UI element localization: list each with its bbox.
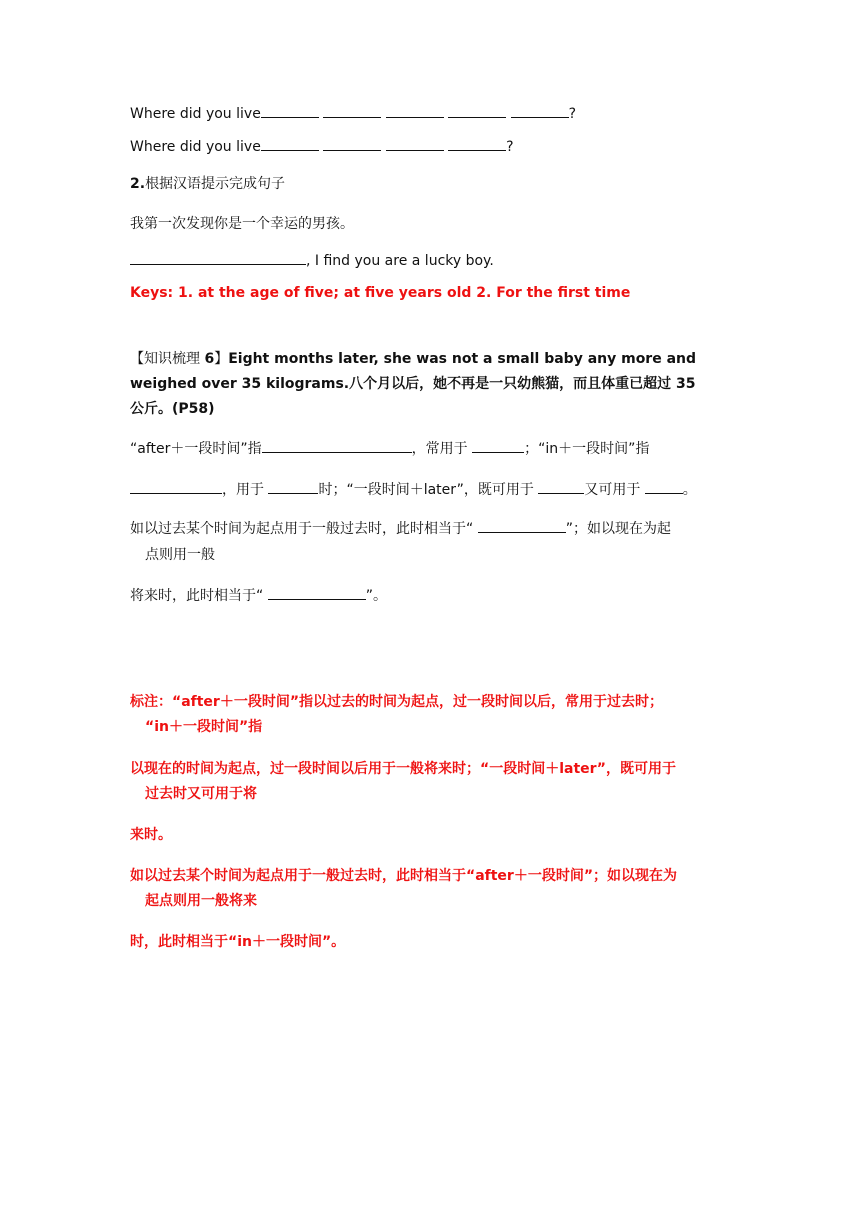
knowledge-number: 6 <box>204 351 215 367</box>
note-line-8: 时，此时相当于“in＋一段时间”。 <box>130 934 346 950</box>
note-line-3: 以现在的时间为起点，过一段时间以后用于一般将来时；“一段时间＋later”，既可用于 <box>130 761 676 777</box>
chinese-sentence: 我第一次发现你是一个幸运的男孩。 <box>130 216 354 232</box>
blank[interactable] <box>645 481 683 494</box>
question-mark: ? <box>506 139 514 155</box>
exercise-line-1-text: Where did you live <box>130 106 261 122</box>
blank[interactable] <box>448 138 506 151</box>
blank[interactable] <box>268 481 318 494</box>
question-mark: ? <box>568 106 577 122</box>
blank[interactable] <box>448 105 506 118</box>
blank[interactable] <box>323 105 381 118</box>
note-line-4: 过去时又可用于将 <box>145 786 257 802</box>
fill-line-1 <box>130 439 649 459</box>
blank[interactable] <box>261 105 319 118</box>
blank[interactable] <box>386 105 444 118</box>
note-line-6: 如以过去某个时间为起点用于一般过去时，此时相当于“after＋一段时间”；如以现在为 <box>130 868 678 884</box>
blank[interactable] <box>538 481 584 494</box>
answer-line <box>130 251 494 271</box>
knowledge-title-line-3: 公斤。(P58) <box>130 401 215 417</box>
fill-text: ”；如以现在为起 <box>565 521 671 537</box>
fill-text: 时；“一段时间＋later”，既可用于 <box>318 482 534 498</box>
blank[interactable] <box>323 138 381 151</box>
blank[interactable] <box>261 138 319 151</box>
bracket-open: 【知识梳理 <box>130 351 205 367</box>
fill-text: 如以过去某个时间为起点用于一般过去时，此时相当于“ <box>130 521 474 537</box>
fill-line-3 <box>130 519 671 539</box>
fill-text: ，常用于 <box>411 441 468 457</box>
blank[interactable] <box>472 440 524 453</box>
exercise-line-2 <box>130 137 514 157</box>
note-line-1: 标注：“after＋一段时间”指以过去的时间为起点，过一段时间以后，常用于过去时； <box>130 694 664 710</box>
blank[interactable] <box>268 587 366 600</box>
blank[interactable] <box>511 105 569 118</box>
fill-line-4: 点则用一般 <box>145 547 215 563</box>
blank[interactable] <box>262 440 412 453</box>
fill-line-2 <box>130 480 697 500</box>
knowledge-title-line-2: weighed over 35 kilograms.八个月以后，她不再是一只幼熊猫，而且体重已超过 35 <box>130 376 696 392</box>
fill-text: 将来时，此时相当于“ <box>130 588 264 604</box>
note-line-5: 来时。 <box>130 827 172 843</box>
fill-text: ；“in＋一段时间”指 <box>524 441 650 457</box>
blank[interactable] <box>130 252 306 265</box>
fill-line-5 <box>130 586 387 606</box>
fill-text: 。 <box>682 482 697 498</box>
blank[interactable] <box>386 138 444 151</box>
fill-text: “after＋一段时间”指 <box>130 441 262 457</box>
note-line-7: 起点则用一般将来 <box>145 893 257 909</box>
exercise-line-2-text: Where did you live <box>130 139 261 155</box>
knowledge-title-line-1 <box>130 349 696 369</box>
keys-line: Keys: 1. at the age of five; at five years old 2. For the first time <box>130 285 631 301</box>
exercise-line-1 <box>130 104 576 124</box>
answer-line-text: , I find you are a lucky boy. <box>306 253 494 269</box>
heading-number: 2. <box>130 176 146 192</box>
bracket-close: 】 <box>214 351 229 367</box>
heading-text: 根据汉语提示完成句子 <box>145 176 286 192</box>
fill-text: 又可用于 <box>584 482 641 498</box>
exercise-2-heading <box>130 174 285 194</box>
fill-text: ”。 <box>365 588 387 604</box>
fill-text: ，用于 <box>222 482 264 498</box>
knowledge-text: Eight months later, she was not a small baby any more and <box>228 351 697 367</box>
blank[interactable] <box>130 481 222 494</box>
note-line-2: “in＋一段时间”指 <box>145 719 263 735</box>
blank[interactable] <box>478 520 566 533</box>
